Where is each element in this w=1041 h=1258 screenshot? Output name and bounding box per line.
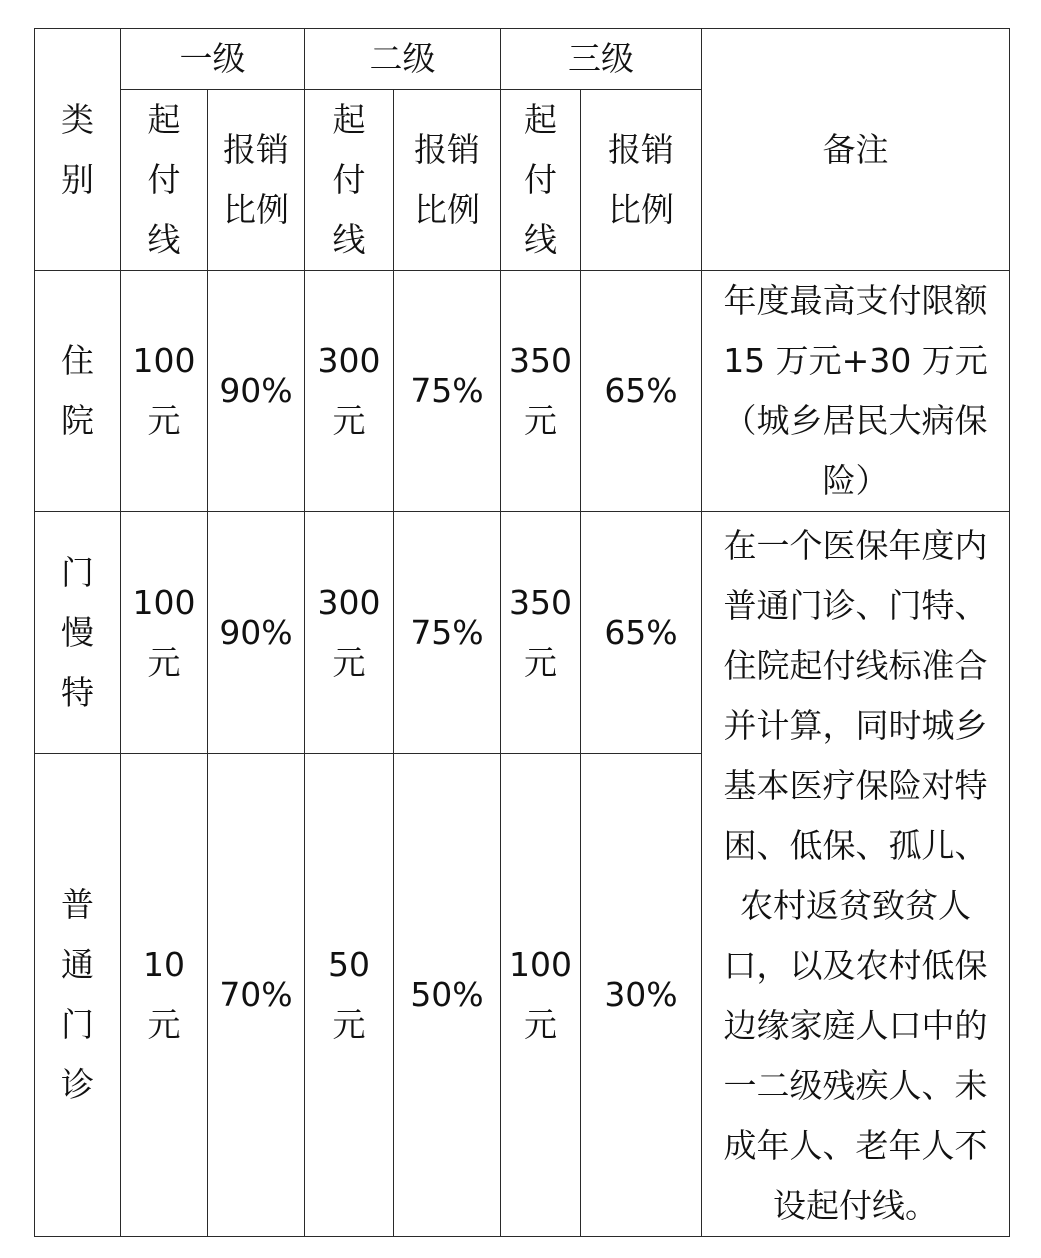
header-level-2: 二级	[305, 29, 501, 90]
ratio-cell: 75%	[394, 512, 501, 754]
threshold-cell: 10 元	[121, 754, 208, 1237]
header-row-levels	[35, 29, 1010, 90]
header-threshold-1: 起 付 线	[121, 90, 208, 271]
note-inpatient: 年度最高支付限额15 万元+30 万元（城乡居民大病保险）	[702, 271, 1010, 512]
ratio-cell: 90%	[208, 512, 305, 754]
threshold-cell: 100 元	[501, 754, 581, 1237]
ratio-cell: 50%	[394, 754, 501, 1237]
threshold-cell: 100 元	[121, 271, 208, 512]
header-level-1: 一级	[121, 29, 305, 90]
threshold-cell: 350 元	[501, 512, 581, 754]
ratio-cell: 75%	[394, 271, 501, 512]
header-level-3: 三级	[501, 29, 702, 90]
ratio-cell: 30%	[581, 754, 702, 1237]
header-note: 备注	[702, 29, 1010, 271]
row-chronic-special	[35, 512, 1010, 754]
threshold-cell: 300 元	[305, 271, 394, 512]
threshold-cell: 350 元	[501, 271, 581, 512]
threshold-cell: 300 元	[305, 512, 394, 754]
ratio-cell: 90%	[208, 271, 305, 512]
ratio-cell: 65%	[581, 271, 702, 512]
ratio-cell: 70%	[208, 754, 305, 1237]
note-merged: 在一个医保年度内普通门诊、门特、住院起付线标准合并计算，同时城乡基本医疗保险对特困、低保、孤儿、农村返贫致贫人口，以及农村低保边缘家庭人口中的一二级残疾人、未成年人、老年人不设起付线。	[702, 512, 1010, 1237]
header-threshold-3: 起 付 线	[501, 90, 581, 271]
medical-insurance-table	[34, 28, 1010, 1237]
header-ratio-3: 报销 比例	[581, 90, 702, 271]
ratio-cell: 65%	[581, 512, 702, 754]
header-threshold-2: 起 付 线	[305, 90, 394, 271]
row-inpatient	[35, 271, 1010, 512]
header-category: 类 别	[35, 29, 121, 271]
threshold-cell: 100 元	[121, 512, 208, 754]
header-ratio-1: 报销 比例	[208, 90, 305, 271]
category-outpatient: 普 通 门 诊	[35, 754, 121, 1237]
header-ratio-2: 报销 比例	[394, 90, 501, 271]
category-chronic-special: 门 慢 特	[35, 512, 121, 754]
category-inpatient: 住 院	[35, 271, 121, 512]
threshold-cell: 50 元	[305, 754, 394, 1237]
